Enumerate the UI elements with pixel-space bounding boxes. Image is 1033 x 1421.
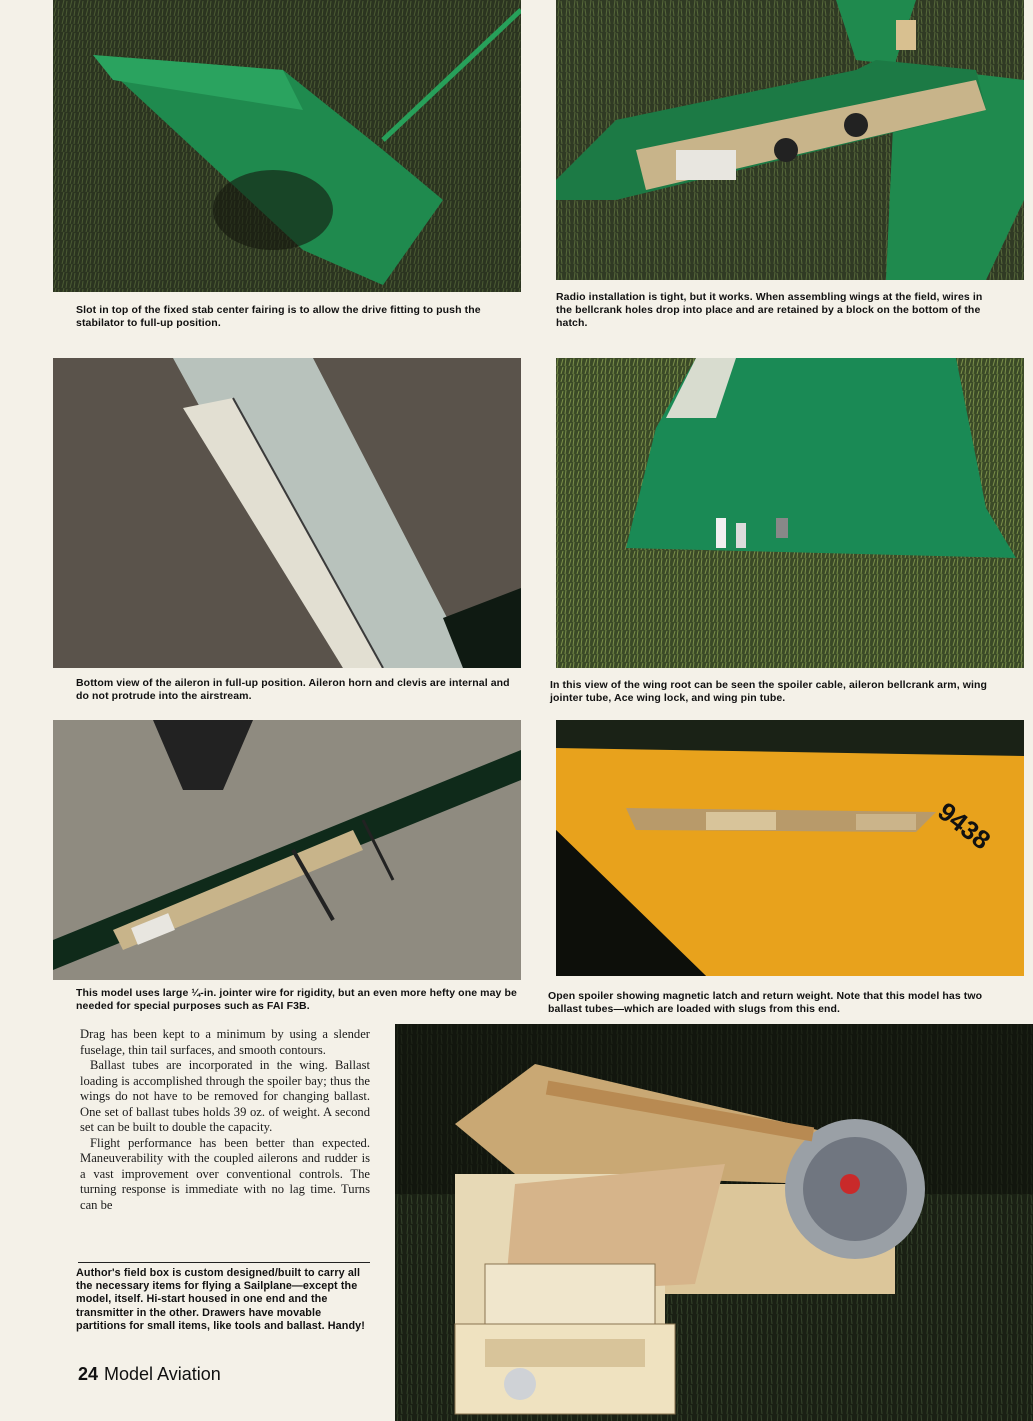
wing-number-9438: 9438 (932, 796, 997, 856)
photo-wing-root (556, 358, 1024, 668)
paragraph-2: Ballast tubes are incorporated in the wing. Ballast loading is accomplished through the spoiler bay; thus the wings do not have to be removed for changing ballast. One set of ballast tubes holds 39 oz. of weight. A second set can be built to double the capacity. (80, 1058, 370, 1134)
photo-aileron (53, 358, 521, 668)
page-number: 24 (78, 1364, 99, 1384)
page-folio (78, 1364, 221, 1385)
caption-divider (78, 1262, 370, 1263)
caption-field-box: Author's field box is custom designed/built to carry all the necessary items for flying a Sailplane—except the model, itself. Hi-start housed in one end and the transmitter in the other. Drawers have movable partitions for small items, like tools and ballast. Handy! (76, 1267, 365, 1332)
photo-spoiler (556, 720, 1024, 976)
photo-field-box (395, 1024, 1033, 1421)
caption-wing-root: In this view of the wing root can be seen the spoiler cable, aileron bellcrank arm, wing jointer tube, Ace wing lock, and wing pin tube. (550, 679, 988, 704)
photo-stabilator (53, 0, 521, 292)
magazine-name: Model Aviation (104, 1364, 221, 1384)
caption-spoiler: Open spoiler showing magnetic latch and return weight. Note that this model has two ballast tubes—which are loaded with slugs from this end. (548, 990, 983, 1015)
photo-radio-installation (556, 0, 1024, 280)
caption-aileron: Bottom view of the aileron in full-up position. Aileron horn and clevis are internal and do not protrude into the airstream. (76, 677, 510, 702)
photo-jointer-wire (53, 720, 521, 980)
paragraph-1: Drag has been kept to a minimum by using a slender fuselage, thin tail surfaces, and smooth contours. (80, 1027, 370, 1057)
caption-radio-installation: Radio installation is tight, but it works. When assembling wings at the field, wires in the bellcrank holes drop into place and are retained by a block on the bottom of the hatch. (556, 291, 983, 329)
caption-jointer-wire: This model uses large ¼-in. jointer wire for rigidity, but an even more hefty one may be needed for special purposes such as FAI F3B. (76, 987, 517, 1012)
paragraph-3: Flight performance has been better than expected. Maneuverability with the coupled ailerons and rudder is a vast improvement over conventional controls. The turning response is immediate with no lag time. Turns can be (80, 1135, 370, 1212)
caption-stabilator: Slot in top of the fixed stab center fairing is to allow the drive fitting to push the stabilator to full-up position. (76, 304, 481, 329)
article-body (80, 1027, 370, 1213)
